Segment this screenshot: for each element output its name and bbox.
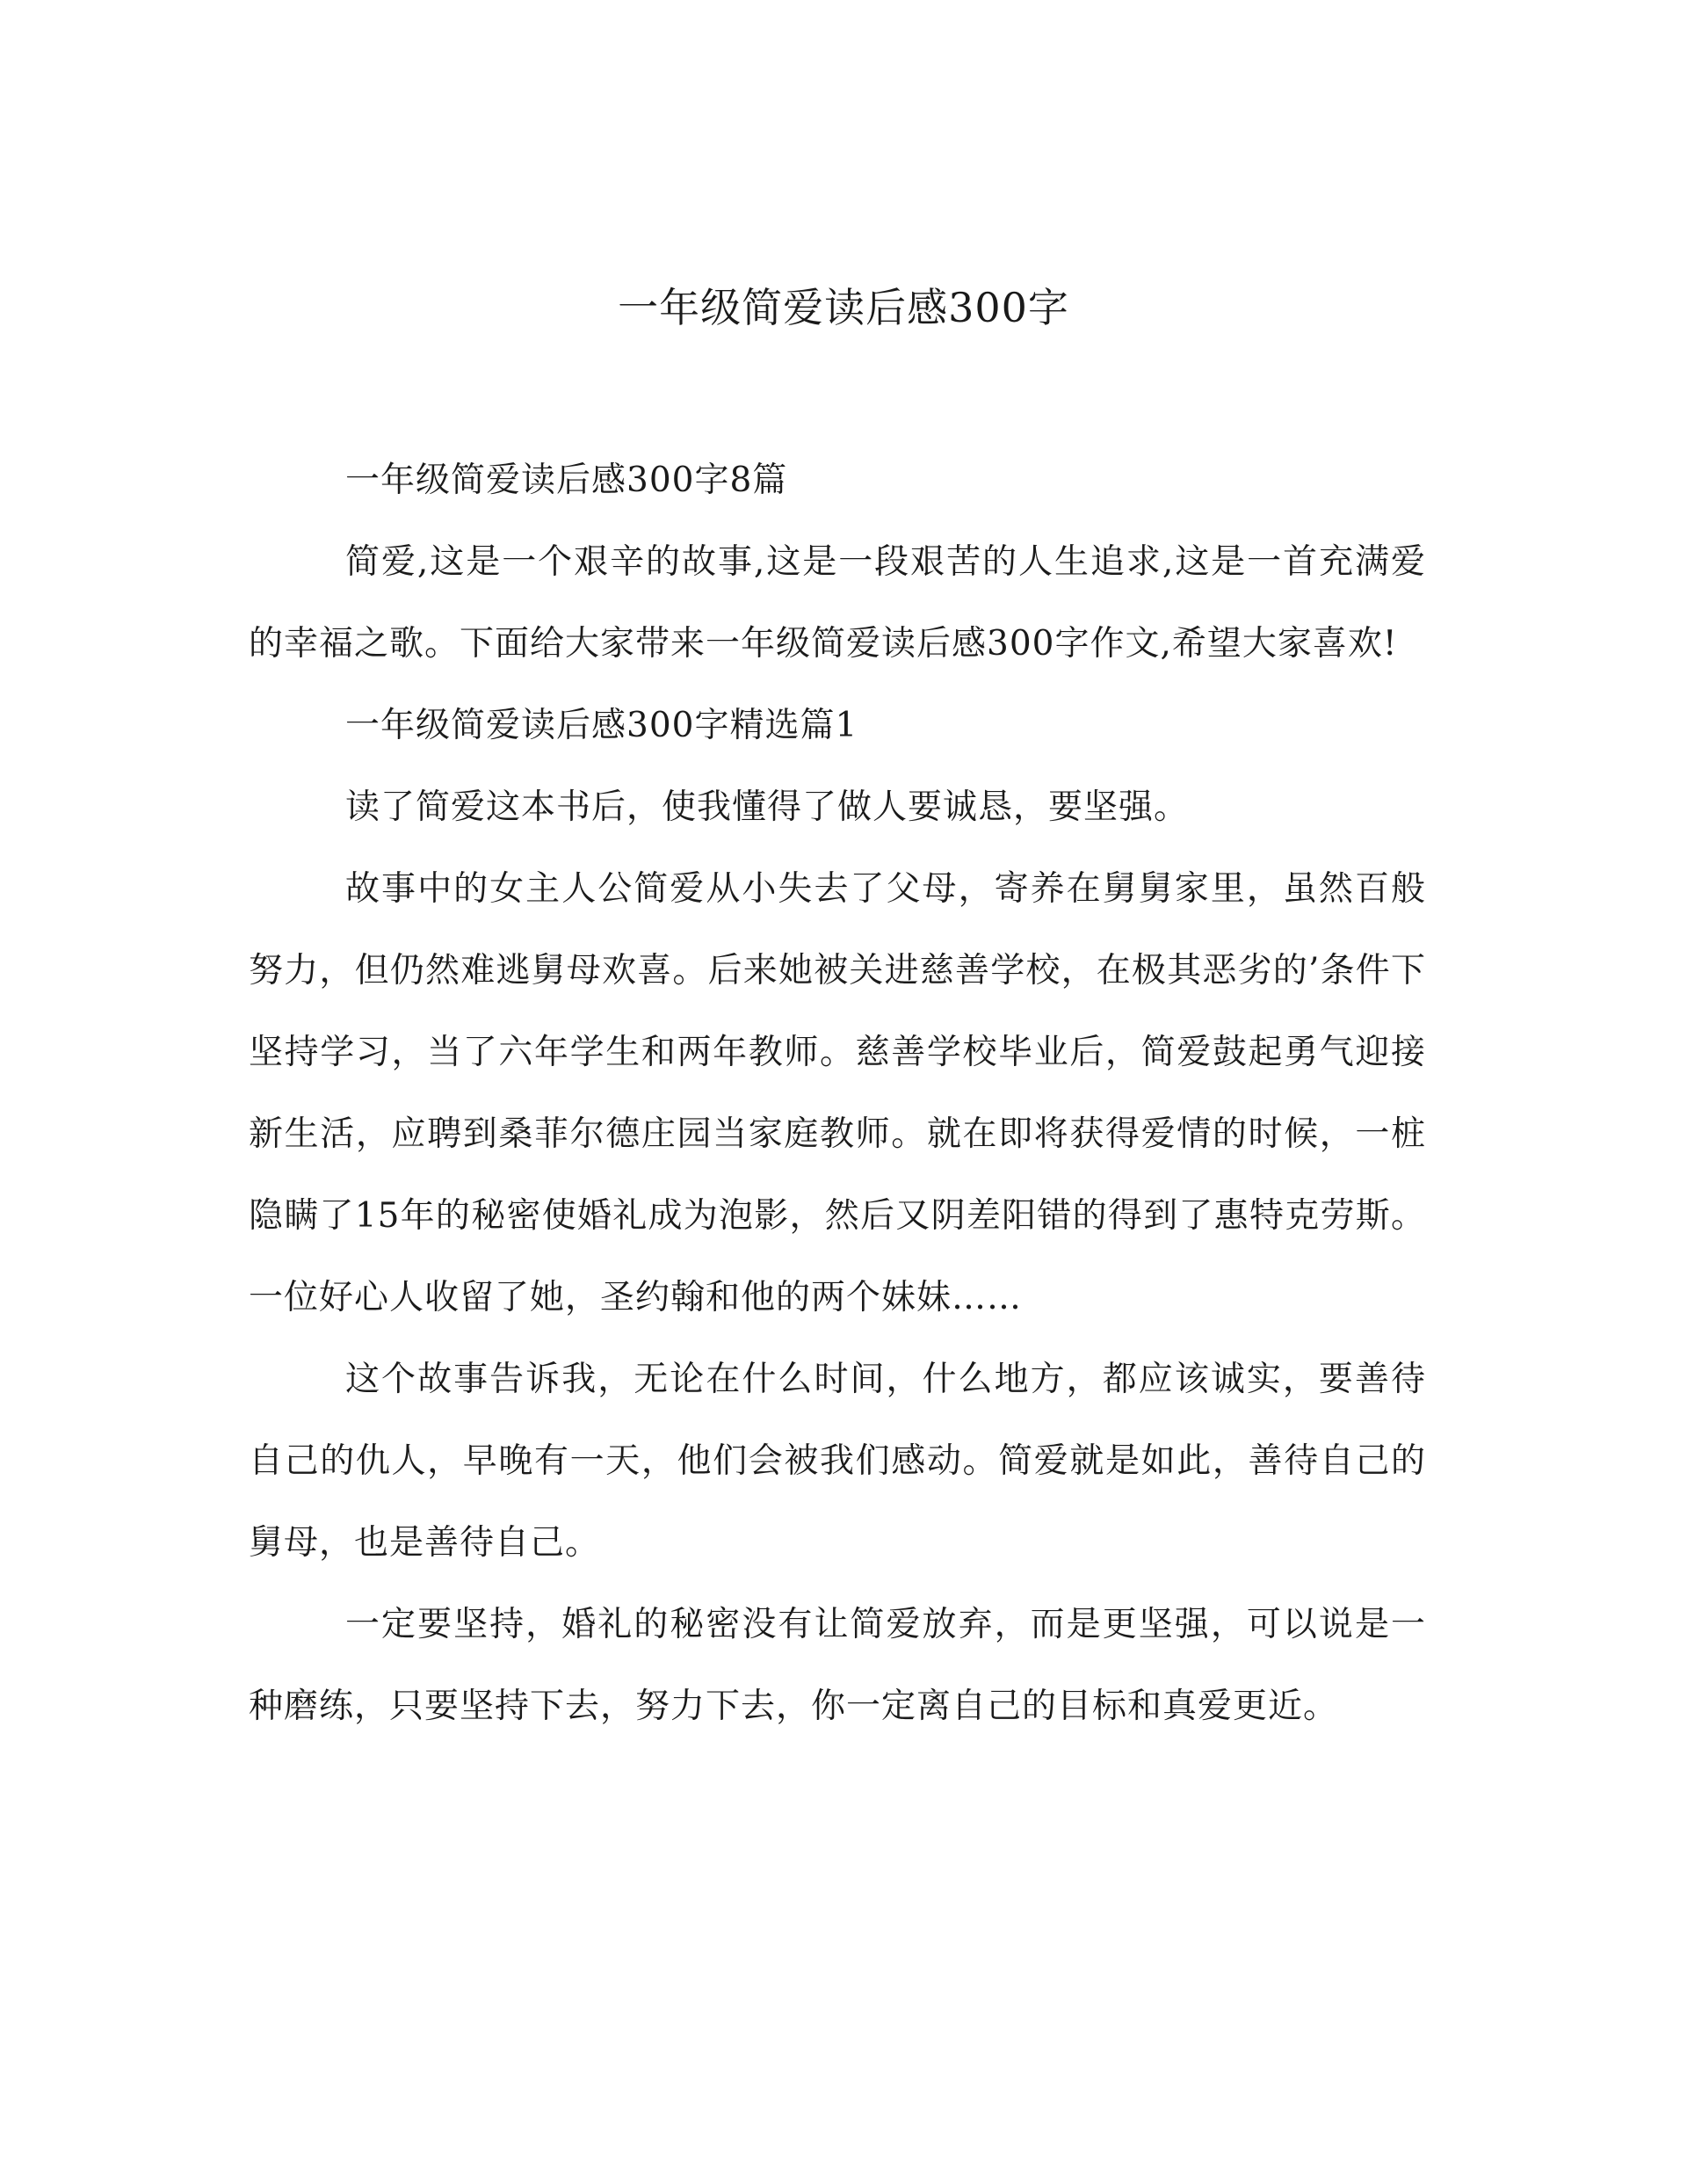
body-paragraph: 这个故事告诉我，无论在什么时间，什么地方，都应该诚实，要善待自己的仇人，早晚有一天，他们会被我们感动。简爱就是如此，善待自己的舅母，也是善待自己。 <box>249 1360 1426 1563</box>
body-paragraph: 一定要坚持，婚礼的秘密没有让简爱放弃，而是更坚强，可以说是一种磨练，只要坚持下去，努力下去，你一定离自己的目标和真爱更近。 <box>249 1605 1426 1726</box>
body-paragraph: 读了简爱这本书后，使我懂得了做人要诚恳，要坚强。 <box>345 787 1190 827</box>
document-body <box>249 439 1426 1747</box>
section-heading: 一年级简爱读后感300字精选篇1 <box>345 706 858 745</box>
intro-paragraph: 简爱,这是一个艰辛的故事,这是一段艰苦的人生追求,这是一首充满爱的幸福之歌。下面给大家带来一年级简爱读后感300字作文,希望大家喜欢! <box>249 542 1426 664</box>
subtitle-paragraph: 一年级简爱读后感300字8篇 <box>345 461 788 500</box>
body-paragraph: 故事中的女主人公简爱从小失去了父母，寄养在舅舅家里，虽然百般努力，但仍然难逃舅母欢喜。后来她被关进慈善学校，在极其恶劣的’条件下坚持学习，当了六年学生和两年教师。慈善学校毕业后，简爱鼓起勇气迎接新生活，应聘到桑菲尔德庄园当家庭教师。就在即将获得爱情的时候，一桩隐瞒了15年的秘密使婚礼成为泡影，然后又阴差阳错的得到了惠特克劳斯。一位好心人收留了她，圣约翰和他的两个妹妹…… <box>249 869 1426 1317</box>
document-title: 一年级简爱读后感300字 <box>618 284 1069 331</box>
